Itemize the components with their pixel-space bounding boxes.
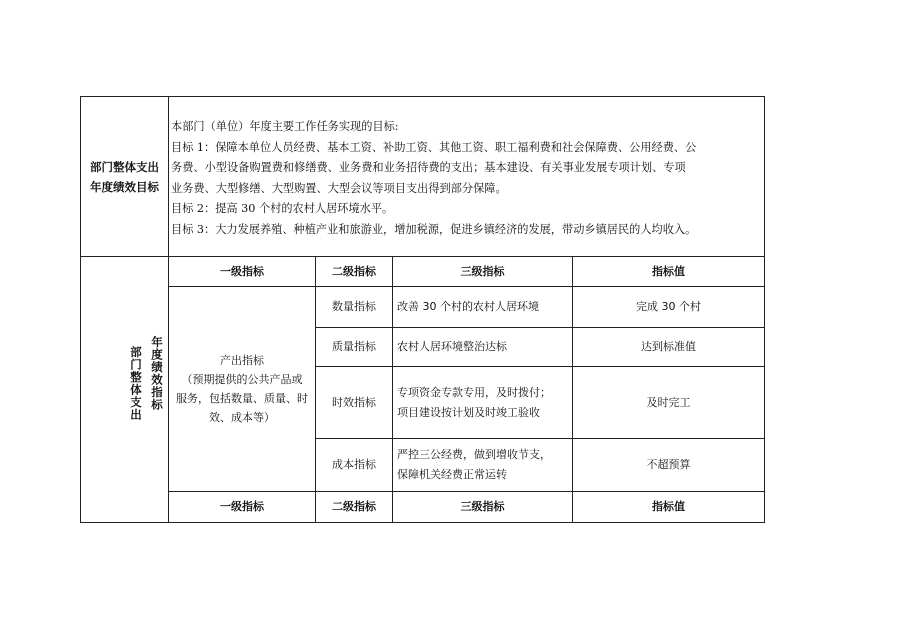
footer-header-level1: 一级指标 — [220, 500, 264, 513]
value-timeliness: 及时完工 — [646, 395, 691, 409]
header-level2: 二级指标 — [332, 264, 376, 278]
goal-label-line2: 年度绩效目标 — [90, 179, 159, 194]
level3-line: 保障机关经费正常运转 — [397, 468, 507, 481]
footer-header-value: 指标值 — [652, 500, 685, 513]
level3-line: 专项资金专款专用，及时拨付； — [397, 385, 551, 399]
indicator-outer-label: 部门整体支出 — [129, 346, 143, 421]
footer-header-level2: 二级指标 — [332, 500, 376, 513]
level2-timeliness: 时效指标 — [332, 395, 376, 409]
level2-quantity: 数量指标 — [332, 300, 376, 313]
goal-line: 务费、小型设备购置费和修缮费、业务费和业务招待费的支出；基本建设、有关事业发展专项计划、专项 — [171, 161, 686, 174]
goal-line: 目标 2：提高 30 个村的农村人居环境水平。 — [171, 202, 394, 215]
goal-line: 业务费、大型修缮、大型购置、大型会议等项目支出得到部分保障。 — [171, 181, 507, 195]
level3-line: 项目建设按计划及时竣工验收 — [397, 405, 540, 419]
level3-cost — [397, 439, 572, 491]
goal-section-label — [81, 97, 168, 256]
value-cost: 不超预算 — [646, 458, 691, 471]
level1-line: 产出指标 — [220, 354, 264, 367]
header-level1: 一级指标 — [220, 264, 264, 278]
goal-description — [171, 117, 765, 240]
level3-line: 严控三公经费，做到增收节支， — [397, 448, 551, 461]
goal-line: 本部门（单位）年度主要工作任务实现的目标: — [171, 120, 399, 133]
level2-quality: 质量指标 — [332, 340, 376, 353]
footer-header-level3: 三级指标 — [460, 500, 505, 513]
indicator-inner-label: 年度绩效指标 — [150, 336, 164, 411]
level2-cost: 成本指标 — [332, 458, 376, 471]
level3-quality: 农村人居环境整治达标 — [397, 340, 507, 353]
level1-output-indicator — [169, 287, 315, 491]
header-level3: 三级指标 — [460, 264, 505, 278]
value-quality: 达到标准值 — [641, 340, 696, 353]
level3-timeliness — [397, 367, 572, 438]
value-quantity: 完成 30 个村 — [636, 300, 701, 313]
goal-line: 目标 3：大力发展养殖、种植产业和旅游业，增加税源，促进乡镇经济的发展，带动乡镇居民的人均收入。 — [171, 222, 697, 236]
goal-label-line1: 部门整体支出 — [90, 159, 159, 174]
level1-line: 效、成本等） — [209, 411, 275, 424]
goal-line: 目标 1：保障本单位人员经费、基本工资、补助工资、其他工资、职工福利费和社会保障费、公用经费、公 — [171, 140, 697, 154]
level1-line: （预期提供的公共产品或 — [181, 373, 303, 386]
level3-quantity: 改善 30 个村的农村人居环境 — [397, 300, 539, 313]
header-value: 指标值 — [652, 264, 685, 278]
level1-line: 服务，包括数量、质量、时 — [176, 392, 308, 405]
